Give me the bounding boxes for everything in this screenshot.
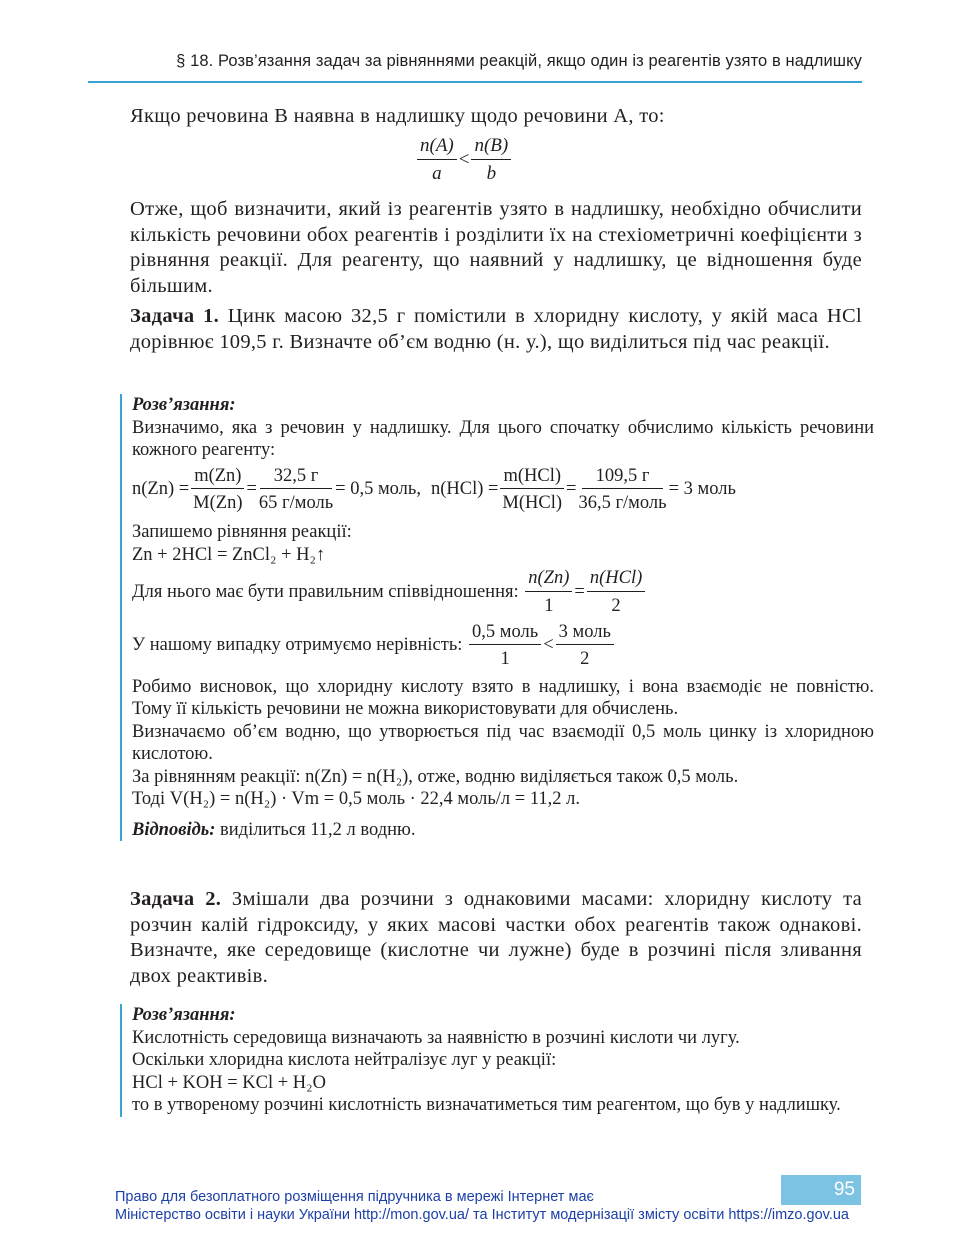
paragraph-text: Отже, щоб визначити, який із реагентів узято в надлишку, необхідно обчислити кількість речовини обох реагентів і розділити їх на стехіометричні коефіцієнти з рівняння реакції. Для реагенту, що наявний у надлишку, це відношення буде більшим. bbox=[130, 198, 862, 297]
solution-1 bbox=[120, 394, 874, 841]
fraction-numerator: 109,5 г bbox=[582, 466, 664, 489]
calculation-row bbox=[132, 466, 874, 514]
task-text: Змішали два розчини з однаковими масами: хлоридну кислоту та розчин калій гідроксиду, у яких масові частки обох реагентів також однакові. Визначте, яке середовище (кислотне чи лужне) буде в розчині після зливання двох реактивів. bbox=[130, 888, 862, 987]
solution-text: Визначаємо об’єм водню, що утворюється під час взаємодії 0,5 моль цинку із хлоридною кислотою. bbox=[132, 721, 874, 765]
header-divider bbox=[88, 81, 862, 83]
answer-text: виділиться 11,2 л водню. bbox=[220, 819, 416, 840]
solution-label: Розв’язання: bbox=[132, 1005, 236, 1025]
fraction-numerator: n(HCl) bbox=[587, 568, 645, 591]
fraction-numerator: 3 моль bbox=[556, 622, 614, 645]
fraction-denominator: a bbox=[432, 162, 442, 184]
solution-text: Визначимо, яка з речовин у надлишку. Для цього спочатку обчислимо кількість речовини кожного реагенту: bbox=[132, 417, 874, 460]
fraction-denominator: 65 г/моль bbox=[258, 492, 334, 513]
fraction-denominator: 1 bbox=[500, 649, 510, 670]
inequality-row bbox=[132, 622, 874, 670]
fraction-denominator: b bbox=[486, 162, 497, 184]
page-number: 95 bbox=[781, 1175, 861, 1205]
fraction-denominator: M(Zn) bbox=[193, 492, 243, 513]
fraction-numerator: m(HCl) bbox=[500, 466, 564, 489]
calc-term: n(Zn) = bbox=[132, 479, 190, 500]
footer-line: Міністерство освіти і науки України http://mon.gov.ua/ та Інститут модернізації змісту освіти https://imzo.gov.ua bbox=[115, 1207, 849, 1223]
intro-text: Якщо речовина B наявна в надлишку щодо речовини A, то: bbox=[130, 105, 665, 127]
fraction-numerator: n(A) bbox=[417, 136, 457, 160]
solution-text: Робимо висновок, що хлоридну кислоту взято в надлишку, і вона взаємодіє не повністю. Тому її кількість речовини не можна використовувати для обчислень. bbox=[132, 676, 874, 720]
task-2 bbox=[130, 887, 862, 989]
fraction-numerator: n(B) bbox=[471, 136, 511, 160]
ratio-row bbox=[132, 568, 874, 616]
calc-result: = 0,5 моль, bbox=[335, 479, 421, 500]
task-text: Цинк масою 32,5 г помістили в хлоридну кислоту, у якій маса HCl дорівнює 109,5 г. Визначте об’єм водню (н. у.), що виділиться під час реакції. bbox=[130, 305, 862, 353]
solution-text: Запишемо рівняння реакції: bbox=[132, 522, 352, 543]
calc-result: = 3 моль bbox=[668, 479, 736, 500]
operator: = bbox=[566, 479, 577, 500]
operator: = bbox=[574, 581, 585, 602]
calc-term: n(HCl) = bbox=[430, 479, 499, 500]
solution-text: За рівнянням реакції: n(Zn) = n(H₂), отже, водню виділяється також 0,5 моль. bbox=[132, 766, 739, 787]
footer-line: Право для безоплатного розміщення підручника в мережі Інтернет має bbox=[115, 1189, 594, 1205]
fraction-denominator: 2 bbox=[580, 649, 590, 670]
solution-text: Тоді V(H₂) = n(H₂) · Vm = 0,5 моль · 22,4 моль/л = 11,2 л. bbox=[132, 789, 581, 810]
fraction-denominator: 2 bbox=[611, 595, 621, 616]
reaction-equation: Zn + 2HCl = ZnCl₂ + H₂↑ bbox=[132, 544, 326, 565]
solution-text: Кислотність середовища визначають за наявністю в розчині кислоти чи лугу. Оскільки хлоридна кислота нейтралізує луг у реакції: bbox=[132, 1027, 740, 1070]
solution-text: Для нього має бути правильним співвідношення: bbox=[132, 581, 519, 602]
operator: < bbox=[458, 148, 470, 170]
fraction-numerator: 0,5 моль bbox=[469, 622, 541, 645]
operator: < bbox=[543, 635, 554, 656]
operator: = bbox=[246, 479, 257, 500]
answer-label: Відповідь: bbox=[132, 819, 216, 840]
solution-text: У нашому випадку отримуємо нерівність: bbox=[132, 635, 463, 656]
fraction-numerator: n(Zn) bbox=[525, 568, 572, 591]
solution-label: Розв’язання: bbox=[132, 395, 236, 415]
task-label: Задача 1. bbox=[130, 305, 220, 327]
fraction-numerator: 32,5 г bbox=[260, 466, 333, 489]
fraction-denominator: 1 bbox=[544, 595, 554, 616]
solution-text: то в утвореному розчині кислотність визначатиметься тим реагентом, що був у надлишку. bbox=[132, 1095, 841, 1115]
paragraph bbox=[130, 197, 862, 299]
running-header: § 18. Розв’язання задач за рівняннями реакцій, якщо один із реагентів узято в надлишку bbox=[176, 52, 862, 70]
task-label: Задача 2. bbox=[130, 888, 222, 910]
solution-2 bbox=[120, 1004, 874, 1117]
task-1 bbox=[130, 304, 862, 355]
fraction-denominator: 36,5 г/моль bbox=[578, 492, 667, 513]
fraction-denominator: M(HCl) bbox=[502, 492, 563, 513]
intro-formula bbox=[415, 136, 513, 185]
fraction-numerator: m(Zn) bbox=[191, 466, 244, 489]
reaction-equation: HCl + KOH = KCl + H₂O bbox=[132, 1072, 326, 1093]
footer-notice bbox=[115, 1188, 849, 1224]
